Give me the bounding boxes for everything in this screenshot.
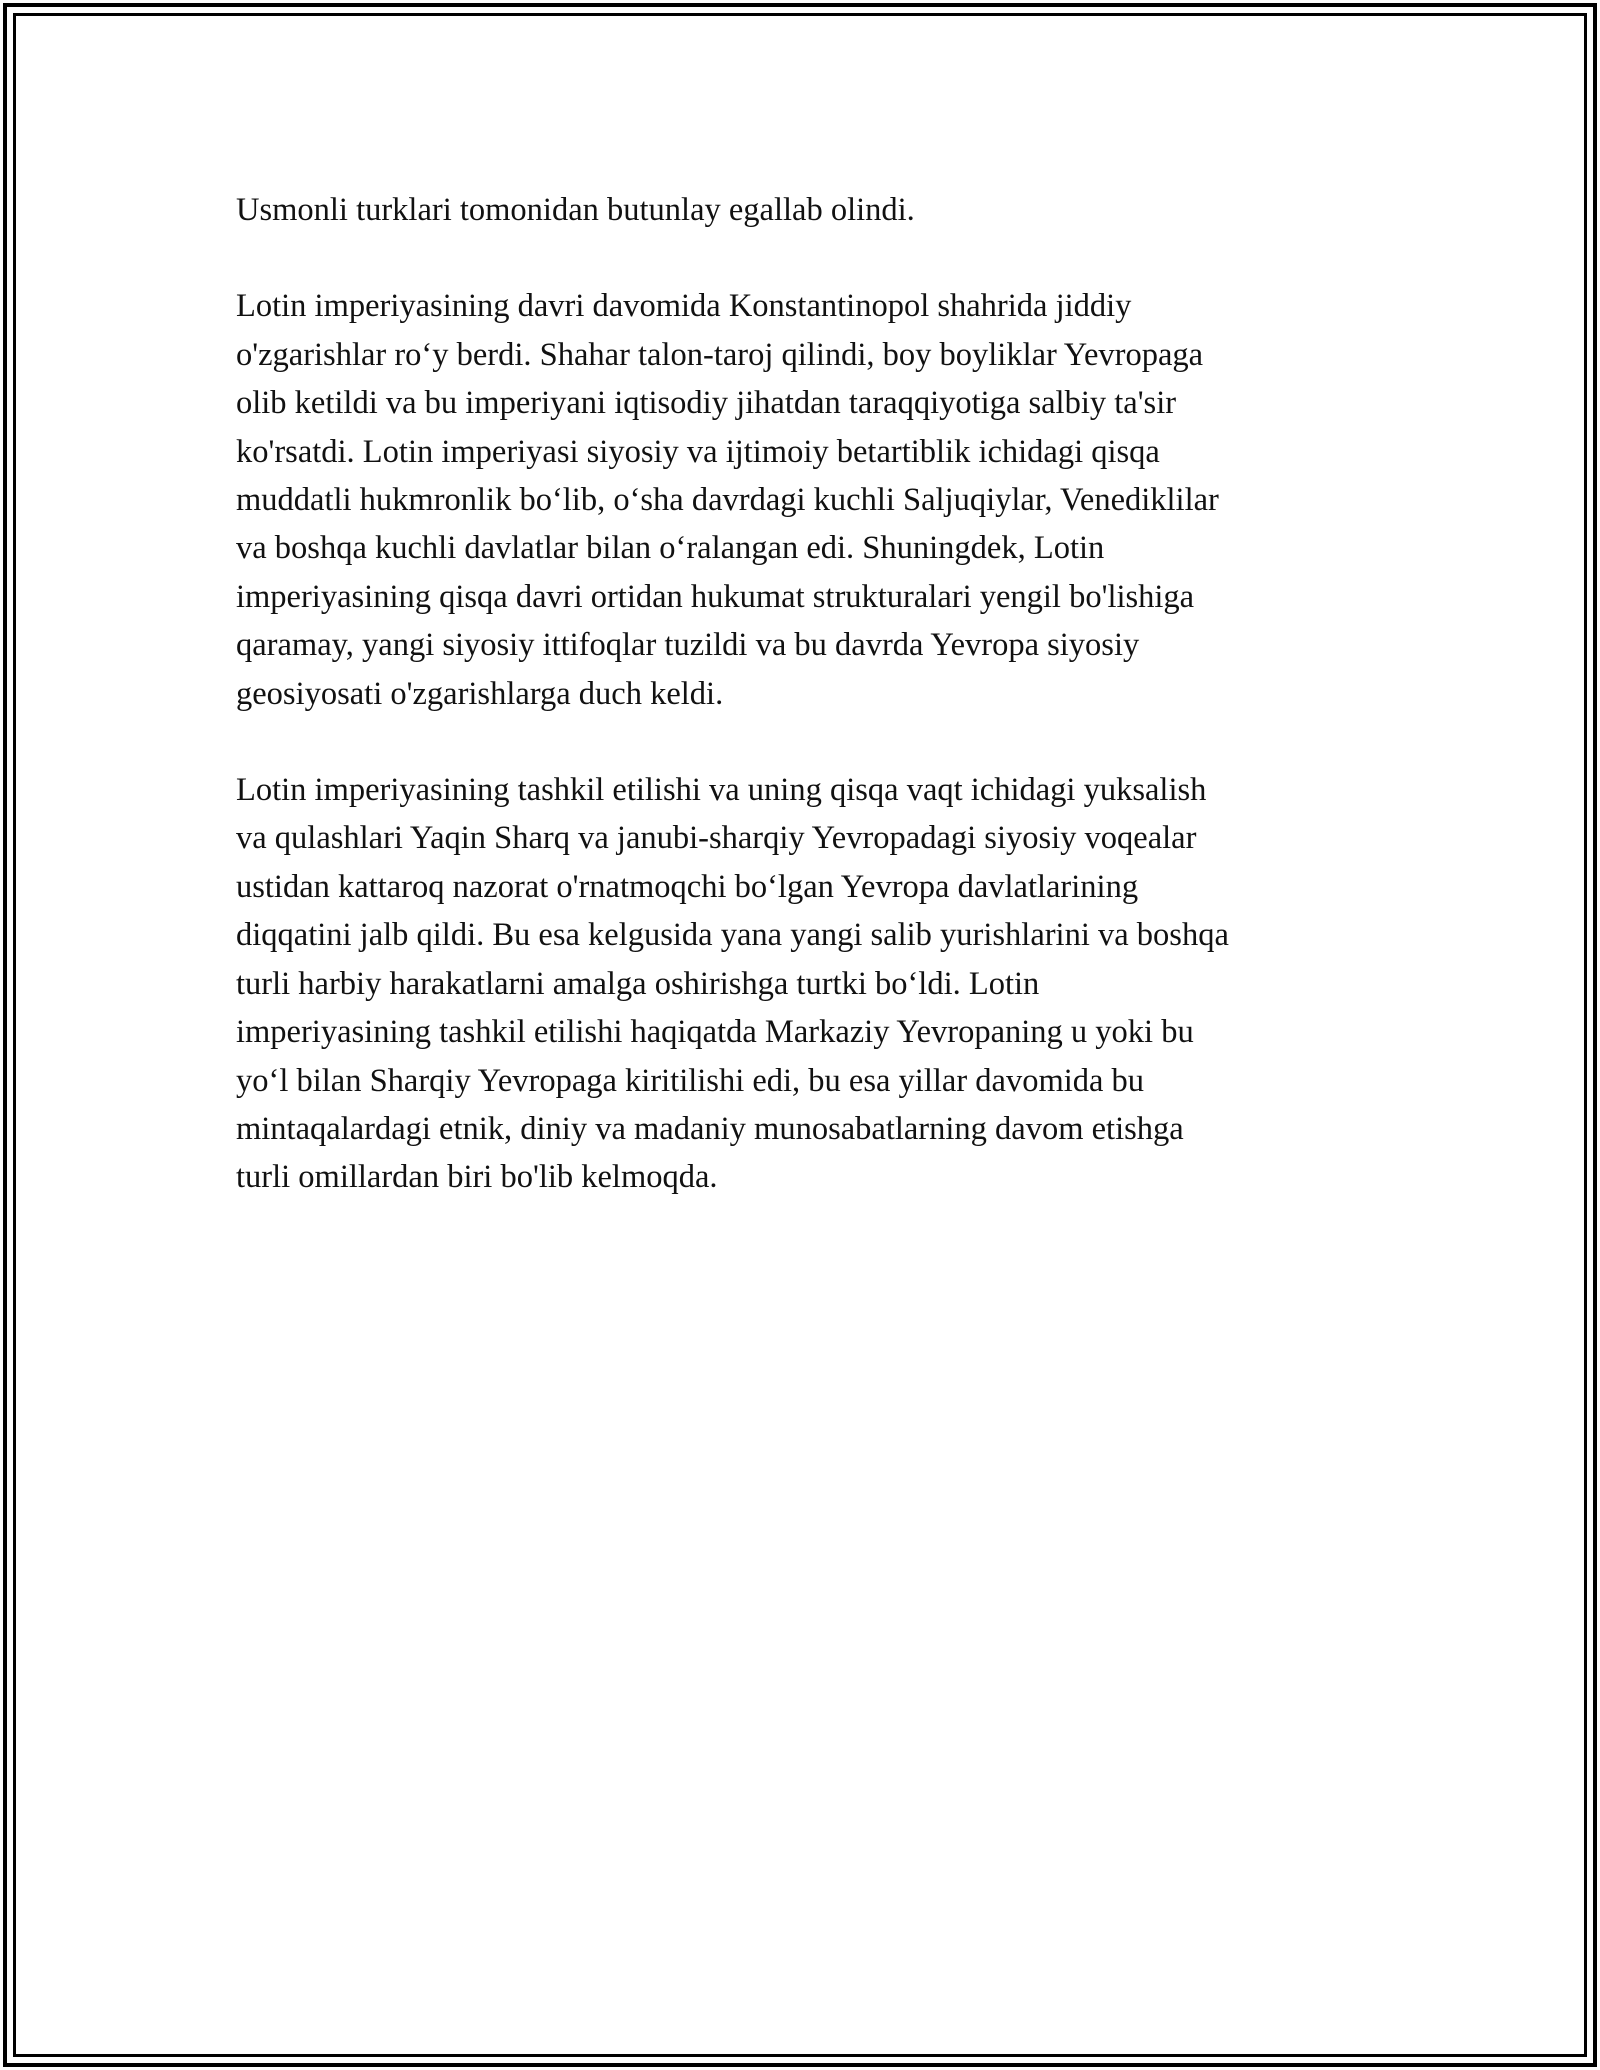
text-line: olib ketildi va bu imperiyani iqtisodiy jihatdan taraqqiyotiga salbiy ta'sir (236, 385, 1177, 422)
text-line: turli omillardan biri bo'lib kelmoqda. (236, 1159, 718, 1196)
document-body (236, 186, 1366, 1250)
text-line: qaramay, yangi siyosiy ittifoqlar tuzildi va bu davrda Yevropa siyosiy (236, 627, 1140, 664)
text-line: ko'rsatdi. Lotin imperiyasi siyosiy va ijtimoiy betartiblik ichidagi qisqa (236, 433, 1160, 470)
text-line: Lotin imperiyasining davri davomida Konstantinopol shahrida jiddiy (236, 288, 1132, 325)
paragraph-3 (236, 766, 1366, 1202)
text-line: ustidan kattaroq nazorat o'rnatmoqchi bo‘lgan Yevropa davlatlarining (236, 868, 1139, 905)
text-line: geosiyosati o'zgarishlarga duch keldi. (236, 675, 724, 712)
text-line: imperiyasining qisqa davri ortidan hukumat strukturalari yengil bo'lishiga (236, 578, 1195, 615)
text-line: diqqatini jalb qildi. Bu esa kelgusida yana yangi salib yurishlarini va boshqa (236, 917, 1229, 954)
paragraph-2 (236, 282, 1366, 718)
text-line: o'zgarishlar ro‘y berdi. Shahar talon-taroj qilindi, boy boyliklar Yevropaga (236, 336, 1204, 373)
text-line: turli harbiy harakatlarni amalga oshirishga turtki bo‘ldi. Lotin (236, 965, 1040, 1002)
text-line: Lotin imperiyasining tashkil etilishi va uning qisqa vaqt ichidagi yuksalish (236, 772, 1207, 809)
text-line: mintaqalardagi etnik, diniy va madaniy munosabatlarning davom etishga (236, 1110, 1184, 1147)
text-line: yo‘l bilan Sharqiy Yevropaga kiritilishi edi, bu esa yillar davomida bu (236, 1062, 1145, 1099)
text-line: va qulashlari Yaqin Sharq va janubi-sharqiy Yevropadagi siyosiy voqealar (236, 820, 1197, 857)
paragraph-1 (236, 186, 1366, 234)
text-line: Usmonli turklari tomonidan butunlay egallab olindi. (236, 192, 915, 228)
text-line: va boshqa kuchli davlatlar bilan o‘ralangan edi. Shuningdek, Lotin (236, 530, 1105, 567)
text-line: imperiyasining tashkil etilishi haqiqatda Markaziy Yevropaning u yoki bu (236, 1014, 1194, 1051)
text-line: muddatli hukmronlik bo‘lib, o‘sha davrdagi kuchli Saljuqiylar, Venediklilar (236, 482, 1219, 519)
